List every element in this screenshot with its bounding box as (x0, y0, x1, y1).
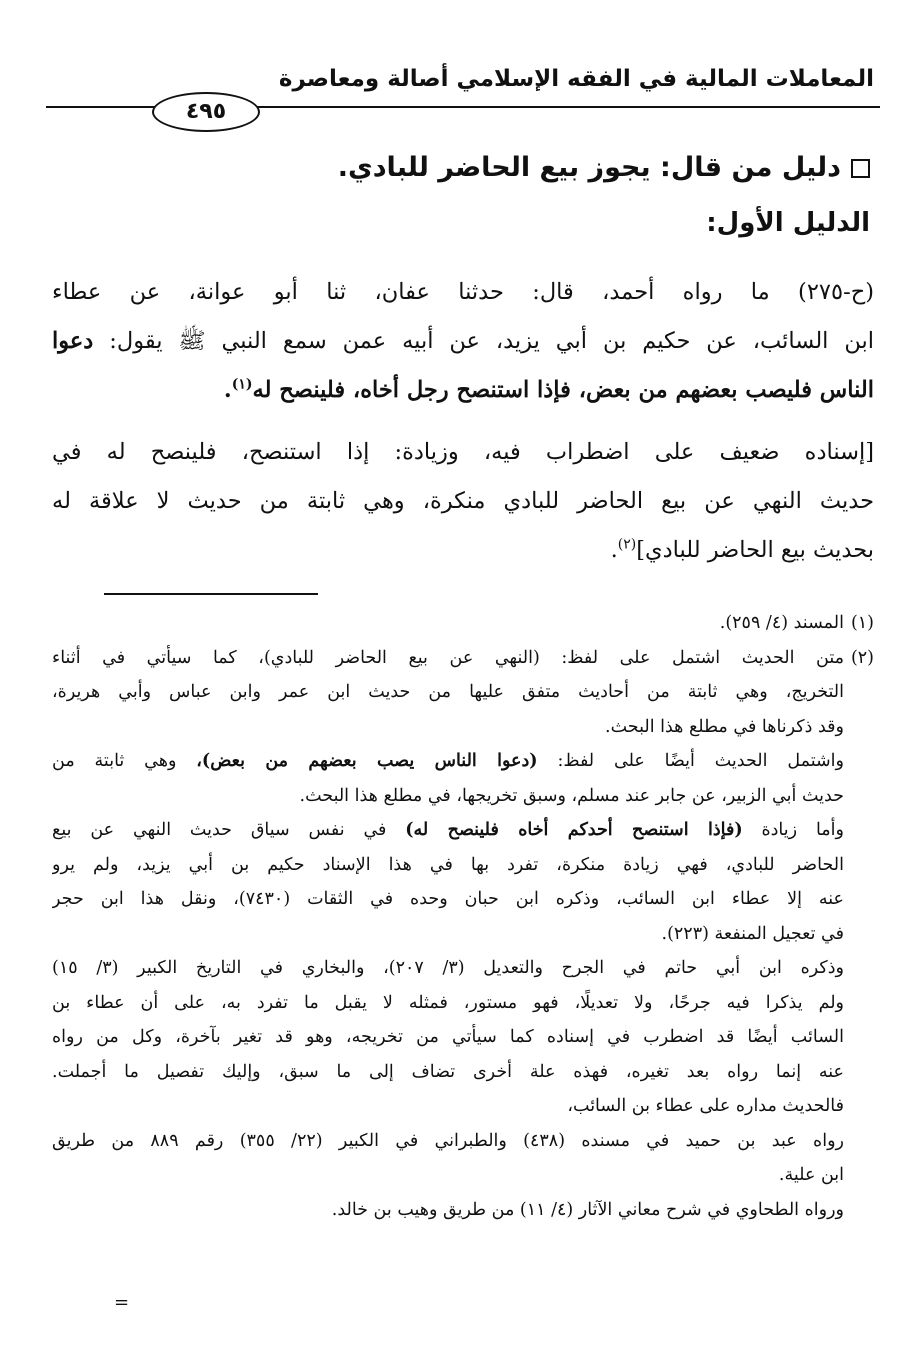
footnote-text: وهي ثابتة من (52, 751, 177, 771)
footnote-line: وقد ذكرناها في مطلع هذا البحث. (605, 716, 844, 737)
page-number: ٤٩٥ (152, 92, 260, 132)
footnote-line: رواه عبد بن حميد في مسنده (٤٣٨) والطبراني في الكبير (٢٢/ ٣٥٥) رقم ٨٨٩ من طريق (52, 1130, 844, 1151)
hadith-punct: . (223, 377, 232, 403)
sub-heading: الدليل الأول: (706, 208, 870, 238)
hadith-matn: دعوا (52, 328, 94, 354)
footnote-text: في نفس سياق حديث النهي عن بيع (52, 820, 387, 840)
hadith-text: ابن السائب، عن حكيم بن أبي يزيد، عن أبيه عمن سمع النبي ﷺ يقول: (109, 328, 874, 354)
grading-line: [إسناده ضعيف على اضطراب فيه، وزيادة: إذا استنصح، فلينصح له في (52, 439, 874, 465)
hadith-line (52, 366, 874, 415)
footnote-1 (52, 606, 874, 641)
grading-punct: . (610, 537, 618, 563)
hadith-line: (ح-٢٧٥) ما رواه أحمد، قال: حدثنا عفان، ثنا أبو عوانة، عن عطاء (52, 279, 874, 305)
continuation-mark: = (114, 1292, 130, 1313)
footnote-line: عنه إنما رواه بعد تغيره، فهذه علة أخرى تضاف إلى ما سبق، وإليك تفصيل ما أجملت. (52, 1061, 844, 1082)
section-heading-text: دليل من قال: يجوز بيع الحاضر للبادي. (337, 152, 841, 183)
grading-line: حديث النهي عن بيع الحاضر للبادي منكرة، وهي ثابتة من حديث لا علاقة له (52, 488, 874, 514)
footnote-line: التخريج، وهي ثابتة من أحاديث متفق عليها من حديث ابن عمر وابن عباس وأبي هريرة، (52, 682, 844, 702)
footnote-text: واشتمل الحديث أيضًا على لفظ: (557, 751, 844, 771)
footnote-text: المسند (٤/ ٢٥٩). (719, 613, 844, 633)
footnote-line: ابن علية. (778, 1165, 844, 1185)
footnote-ref: (١) (231, 376, 253, 393)
square-bullet-icon (851, 159, 870, 178)
grading-text: بحديث بيع الحاضر للبادي] (636, 537, 874, 563)
hadith-line (52, 317, 874, 366)
footnote-line: ورواه الطحاوي في شرح معاني الآثار (٤/ ١١) من طريق وهيب بن خالد. (331, 1199, 844, 1220)
footnote-line (52, 744, 874, 779)
footnote-line: وذكره ابن أبي حاتم في الجرح والتعديل (٣/ ٢٠٧)، والبخاري في التاريخ الكبير (٣/ ١٥) (52, 958, 844, 978)
footnotes (52, 606, 874, 1227)
footnote-line: الحاضر للبادي، فهي زيادة منكرة، تفرد بها في هذا الإسناد حكيم بن أبي يزيد، ولم يرو (52, 854, 844, 875)
footnote-text: وأما زيادة (761, 820, 844, 840)
footnote-line (52, 813, 874, 848)
footnote-number: (١) (850, 613, 874, 633)
footnote-line: حديث أبي الزبير، عن جابر عند مسلم، وسبق تخريجها، في مطلع هذا البحث. (299, 785, 844, 806)
footnote-number: (٢) (850, 647, 874, 668)
hadith-paragraph (52, 268, 874, 415)
footnote-2-line (52, 641, 874, 676)
footnote-text: متن الحديث اشتمل على لفظ: (النهي عن بيع الحاضر للبادي)، كما سيأتي في أثناء (52, 647, 844, 668)
footnote-quote: (فإذا استنصح أحدكم أخاه فلينصح له) (405, 820, 743, 840)
section-heading (50, 152, 870, 183)
footnote-separator (104, 593, 318, 595)
hadith-matn: الناس فليصب بعضهم من بعض، فإذا استنصح رجل أخاه، فلينصح له (252, 377, 874, 403)
running-header: المعاملات المالية في الفقه الإسلامي أصالة ومعاصرة (278, 66, 874, 92)
footnote-quote: (دعوا الناس يصب بعضهم من بعض)، (196, 751, 538, 771)
footnote-line: ولم يذكرا فيه جرحًا، ولا تعديلًا، فهو مستور، فمثله لا يقبل ما تفرد به، على أن عطاء بن (52, 992, 844, 1013)
footnote-line: عنه إلا عطاء ابن السائب، وذكره ابن حبان وحده في الثقات (٧٤٣٠)، ونقل هذا ابن حجر (52, 889, 844, 909)
footnote-line: فالحديث مداره على عطاء بن السائب، (567, 1096, 844, 1116)
footnote-line: السائب أيضًا قد اضطرب في إسناده كما سيأتي من تخريجه، وهو قد تغير بآخرة، وكل من رواه (52, 1027, 844, 1047)
footnote-ref: (٢) (617, 536, 637, 553)
footnote-line: في تعجيل المنفعة (٢٢٣). (661, 923, 844, 944)
grading-line (52, 526, 874, 575)
grading-paragraph (52, 428, 874, 575)
